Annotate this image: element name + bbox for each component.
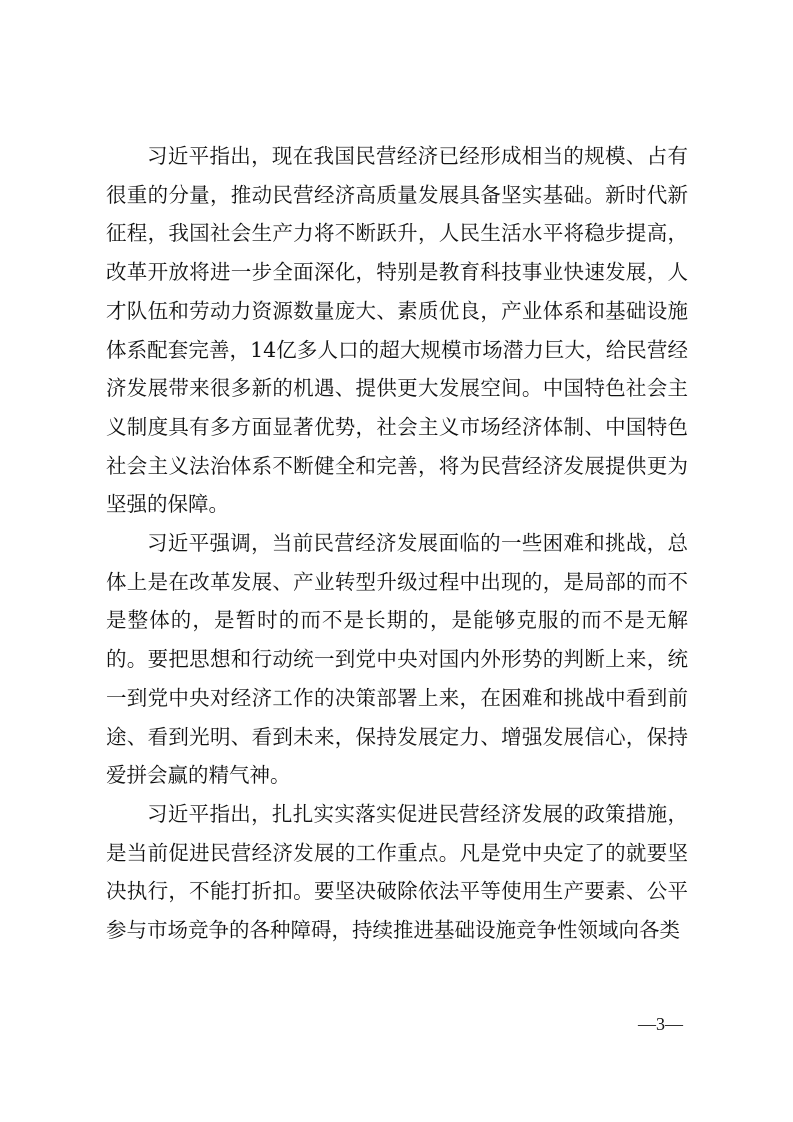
page-number: —3— xyxy=(638,1014,683,1034)
paragraph-1: 习近平指出，现在我国民营经济已经形成相当的规模、占有很重的分量，推动民营经济高质量发展具备坚实基础。新时代新征程，我国社会生产力将不断跃升，人民生活水平将稳步提高，改革开放将进一步全面深化，特别是教育科技事业快速发展，人才队伍和劳动力资源数量庞大、素质优良，产业体系和基础设施体系配套完善，14亿多人口的超大规模市场潜力巨大，给民营经济发展带来很多新的机遇、提供更大发展空间。中国特色社会主义制度具有多方面显著优势，社会主义市场经济体制、中国特色社会主义法治体系不断健全和完善，将为民营经济发展提供更为坚强的保障。 xyxy=(106,144,688,517)
paragraph-2: 习近平强调，当前民营经济发展面临的一些困难和挑战，总体上是在改革发展、产业转型升级过程中出现的，是局部的而不是整体的，是暂时的而不是长期的，是能够克服的而不是无解的。要把思想和行动统一到党中央对国内外形势的判断上来，统一到党中央对经济工作的决策部署上来，在困难和挑战中看到前途、看到光明、看到未来，保持发展定力、增强发展信心，保持爱拼会赢的精气神。 xyxy=(106,531,688,788)
paragraph-3: 习近平指出，扎扎实实落实促进民营经济发展的政策措施，是当前促进民营经济发展的工作重点。凡是党中央定了的就要坚决执行，不能打折扣。要坚决破除依法平等使用生产要素、公平参与市场竞争的各种障碍，持续推进基础设施竞争性领域向各类 xyxy=(106,801,688,943)
body-text xyxy=(106,137,688,950)
